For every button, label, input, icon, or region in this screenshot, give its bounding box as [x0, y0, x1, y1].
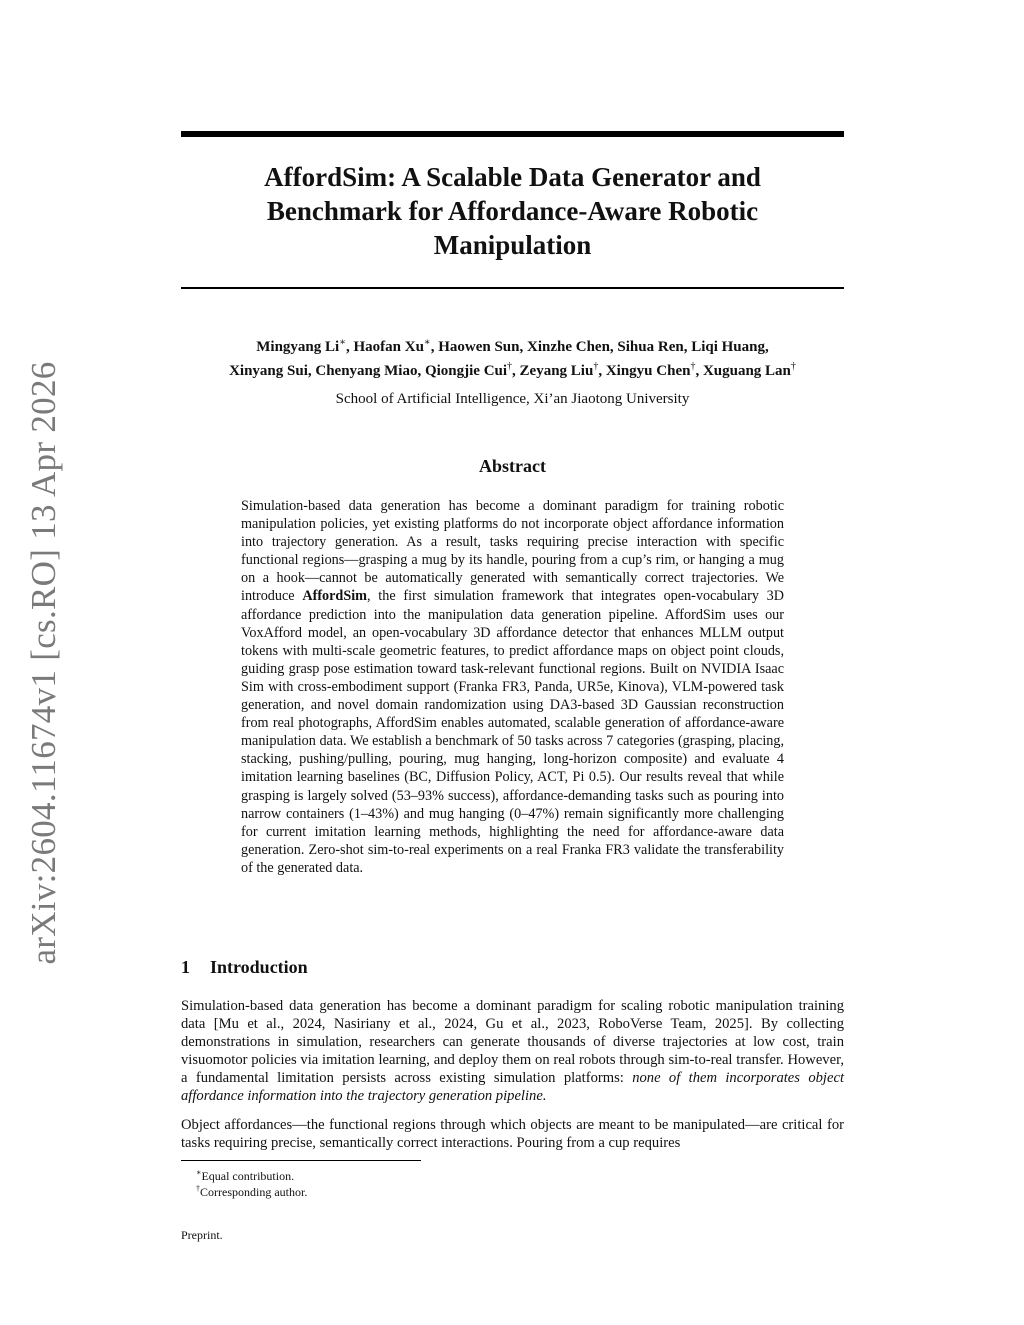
section-heading-introduction — [181, 955, 844, 979]
paragraph-emphasis: none of them incorporates object affordance information into the trajectory generation pipeline. — [181, 1070, 844, 1105]
corresponding-author-mark: † — [593, 361, 599, 372]
preprint-footer: Preprint. — [181, 1228, 223, 1242]
author-names: Haowen Sun, Xinzhe Chen, Sihua Ren, Liqi Huang, — [438, 339, 769, 355]
arxiv-identifier-stamp: arXiv:2604.11674v1 [cs.RO] 13 Apr 2026 — [24, 361, 63, 965]
title-line-2: Benchmark for Affordance-Aware Robotic — [266, 196, 759, 226]
author-name: Xuguang Lan — [702, 363, 791, 379]
author-list — [181, 333, 844, 381]
section-number: 1 — [181, 957, 190, 977]
equal-contribution-mark: ∗ — [423, 337, 431, 348]
author-name: Mingyang Li — [256, 339, 340, 355]
paragraph-text: Simulation-based data generation has become a dominant paradigm for scaling robotic manipulation training data [Mu et al., 2024, Nasiriany et al., 2024, Gu et al., 2023, RoboVerse Team, 2025]. By collecting demonstrations in simulation, researchers can generate thousands of diverse trajectories at low cost, train visuomotor policies via imitation learning, and deploy them on real robots through sim-to-real transfer. However, a fundamental limitation persists across existing simulation platforms: — [181, 998, 844, 1087]
section-title: Introduction — [210, 957, 308, 977]
abstract-text-part-2: , the first simulation framework that integrates open-vocabulary 3D affordance prediction into the manipulation data generation pipeline. AffordSim uses our VoxAfford model, an open-vocabulary 3D affordance detector that enhances MLLM output tokens with multi-scale geometric features, to predict affordance maps on object point clouds, guiding grasp pose estimation toward task-relevant functional regions. Built on NVIDIA Isaac Sim with cross-embodiment support (Franka FR3, Panda, UR5e, Kinova), VLM-powered task generation, and novel domain randomization using DA3-based 3D Gaussian reconstruction from real photographs, AffordSim enables automated, scalable generation of affordance-aware manipulation data. We establish a benchmark of 50 tasks across 7 categories (grasping, placing, stacking, pushing/pulling, pouring, mug hanging, long-horizon composite) and evaluate 4 imitation learning baselines (BC, Diffusion Policy, ACT, Pi 0.5). Our results reveal that while grasping is largely solved (53–93% success), affordance-demanding tasks such as pouring into narrow containers (1–43%) and mug hanging (0–47%) remain significantly more challenging for current imitation learning methods, highlighting the need for affordance-aware data generation. Zero-shot sim-to-real experiments on a real Franka FR3 validate the transferability of the generated data. — [241, 588, 785, 876]
author-line-2 — [181, 357, 844, 381]
abstract-body — [241, 497, 784, 877]
author-names: Xinyang Sui, Chenyang Miao, Qiongjie Cui — [229, 363, 508, 379]
corresponding-author-mark: † — [790, 361, 796, 372]
author-line-1 — [181, 333, 844, 357]
author-separator: , — [512, 363, 520, 379]
abstract-system-name: AffordSim — [302, 588, 367, 605]
corresponding-author-mark: † — [690, 361, 696, 372]
author-separator: , — [345, 339, 354, 355]
footnote-divider — [181, 1160, 421, 1161]
author-name: Xingyu Chen — [605, 363, 691, 379]
introduction-paragraph-1 — [181, 997, 844, 1106]
author-name: Haofan Xu — [353, 339, 424, 355]
corresponding-author-mark: † — [507, 361, 513, 372]
author-name: Zeyang Liu — [519, 363, 594, 379]
abstract-text-part-1: Simulation-based data generation has become a dominant paradigm for training robotic manipulation policies, yet existing platforms do not incorporate object affordance information into trajectory generation. As a result, tasks requiring precise interaction with specific functional regions—grasping a mug by its handle, pouring from a cup’s rim, or hanging a mug on a hook—cannot be automatically generated with semantically correct trajectories. We introduce — [241, 498, 784, 605]
title-line-3: Manipulation — [433, 230, 592, 260]
footnote-corresponding-author — [196, 1181, 307, 1200]
affiliation: School of Artificial Intelligence, Xi’an Jiaotong University — [335, 391, 690, 407]
author-separator: , — [695, 363, 703, 379]
title-line-1: AffordSim: A Scalable Data Generator and — [264, 162, 761, 192]
equal-contribution-mark: ∗ — [339, 337, 346, 348]
footnote-mark: ∗ — [196, 1168, 202, 1177]
title-top-rule — [181, 131, 844, 137]
author-separator: , — [430, 339, 439, 355]
author-separator: , — [598, 363, 606, 379]
footnote-text: Corresponding author. — [200, 1185, 308, 1199]
introduction-paragraph-2: Object affordances—the functional regions through which objects are meant to be manipulated—are critical for tasks requiring precise, semantically correct interactions. Pouring from a cup requires — [181, 1117, 844, 1152]
abstract-heading: Abstract — [479, 456, 546, 476]
footnote-text: Equal contribution. — [201, 1169, 295, 1183]
title-bottom-rule — [181, 287, 844, 289]
paper-title — [181, 160, 844, 262]
footnote-mark: † — [196, 1184, 200, 1193]
